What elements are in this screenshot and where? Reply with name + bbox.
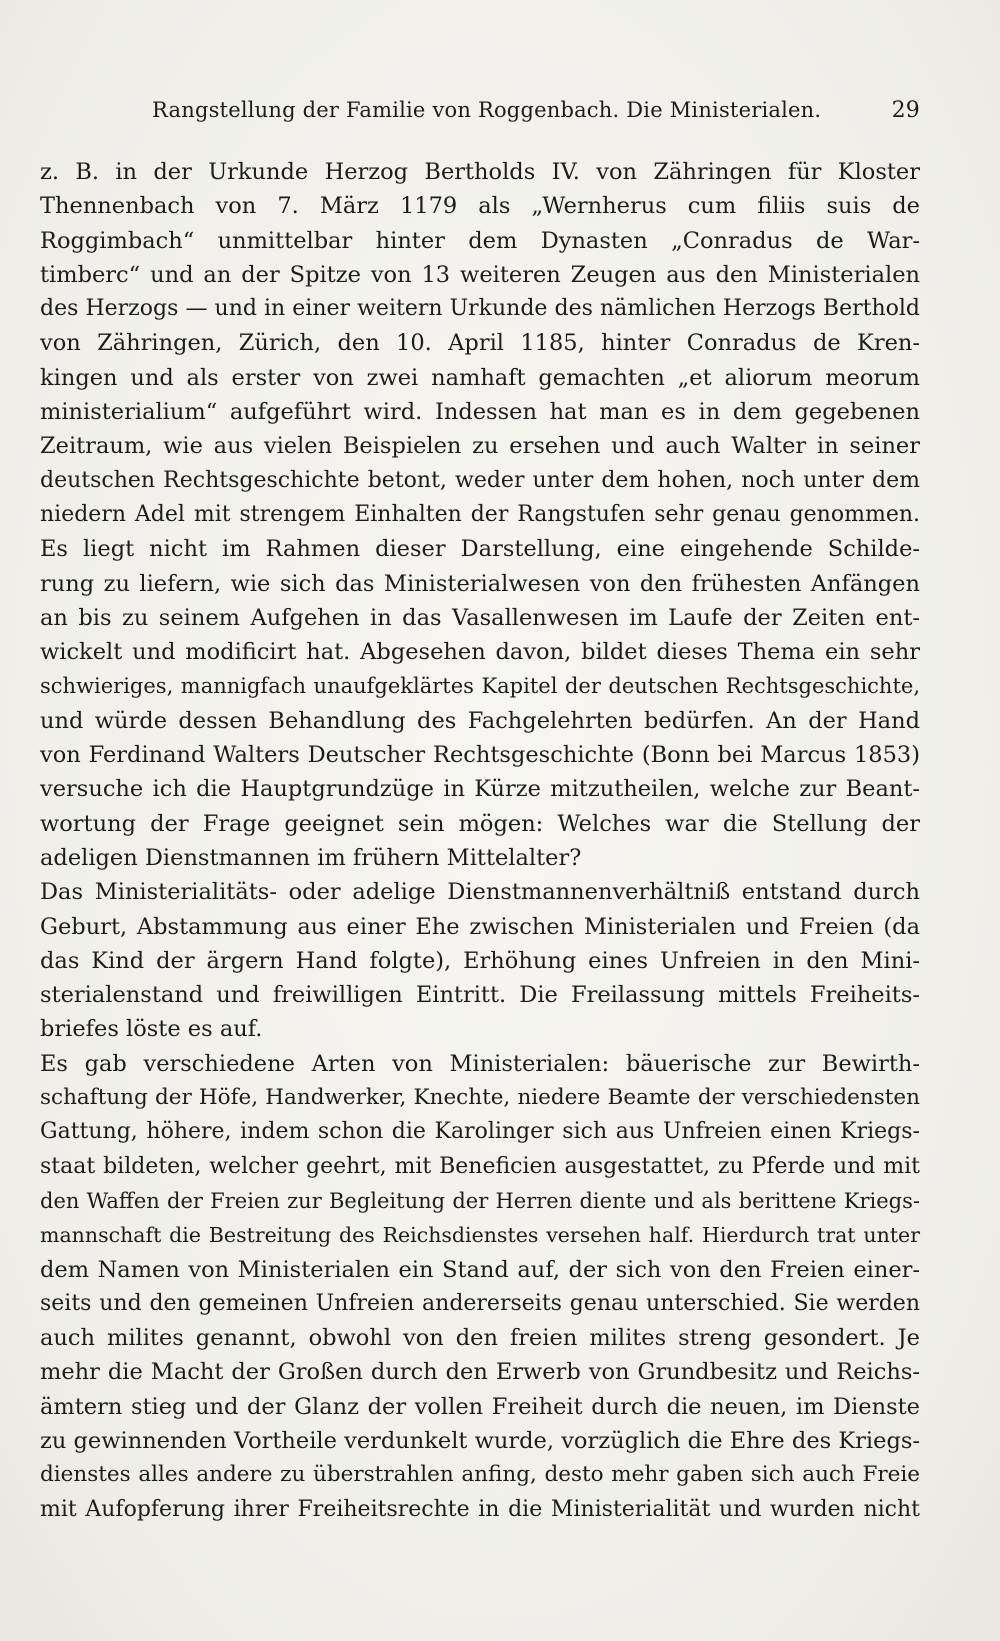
- text-line: seits und den gemeinen Unfreien andererseits genau unterschied. Sie werden: [40, 1290, 920, 1316]
- text-line: ämtern stieg und der Glanz der vollen Freiheit durch die neuen, im Dienste: [40, 1393, 920, 1420]
- text-line: staat bildeten, welcher geehrt, mit Beneficien ausgestattet, zu Pferde und mit: [40, 1153, 920, 1179]
- text-line: ministerialium“ aufgeführt wird. Indessen hat man es in dem gegebenen: [40, 399, 920, 426]
- text-line: versuche ich die Hauptgrundzüge in Kürze mitzutheilen, welche zur Beant-: [40, 776, 920, 803]
- text-line: schwieriges, mannigfach unaufgeklärtes Kapitel der deutschen Rechtsgeschichte,: [40, 674, 920, 699]
- text-line: des Herzogs — und in einer weitern Urkunde des nämlichen Herzogs Berthold: [40, 296, 920, 322]
- text-line: rung zu liefern, wie sich das Ministerialwesen von den frühesten Anfängen: [40, 570, 920, 597]
- text-line: timberc“ und an der Spitze von 13 weiteren Zeugen aus den Ministerialen: [40, 261, 920, 288]
- text-line: von Zähringen, Zürich, den 10. April 1185, hinter Conradus de Kren-: [40, 330, 920, 357]
- text-line: den Waffen der Freien zur Begleitung der Herren diente und als berittene Kriegs-: [40, 1188, 920, 1213]
- paragraph: [40, 155, 920, 532]
- text-line: Geburt, Abstammung aus einer Ehe zwischen Ministerialen und Freien (da: [40, 913, 920, 940]
- text-line: z. B. in der Urkunde Herzog Bertholds IV. von Zähringen für Kloster: [40, 159, 920, 185]
- text-line: von Ferdinand Walters Deutscher Rechtsgeschichte (Bonn bei Marcus 1853): [40, 742, 920, 769]
- text-line: dienstes alles andere zu überstrahlen anfing, desto mehr gaben sich auch Freie: [40, 1462, 920, 1488]
- text-line: mit Aufopferung ihrer Freiheitsrechte in die Ministerialität und wurden nicht: [40, 1496, 920, 1522]
- text-line: Thennenbach von 7. März 1179 als „Wernherus cum filiis suis de: [40, 193, 920, 220]
- text-line: an bis zu seinem Aufgehen in das Vasallenwesen im Laufe der Zeiten ent-: [40, 604, 920, 631]
- text-line: Es liegt nicht im Rahmen dieser Darstellung, eine eingehende Schilde-: [40, 536, 920, 563]
- page-body: [40, 155, 920, 1527]
- text-line: sterialenstand und freiwilligen Eintritt. Die Freilassung mittels Freiheits-: [40, 982, 920, 1009]
- text-line: schaftung der Höfe, Handwerker, Knechte, niedere Beamte der verschiedensten: [40, 1085, 920, 1111]
- text-line: und würde dessen Behandlung des Fachgelehrten bedürfen. An der Hand: [40, 707, 920, 734]
- text-line: adeligen Dienstmannen im frühern Mittelalter?: [40, 844, 582, 871]
- text-line: kingen und als erster von zwei namhaft gemachten „et aliorum meorum: [40, 364, 920, 391]
- running-title: Rangstellung der Familie von Roggenbach. Die Ministerialen.: [152, 98, 822, 122]
- text-line: zu gewinnenden Vortheile verdunkelt wurde, vorzüglich die Ehre des Kriegs-: [40, 1427, 920, 1454]
- text-line: Zeitraum, wie aus vielen Beispielen zu ersehen und auch Walter in seiner: [40, 433, 920, 460]
- text-line: Gattung, höhere, indem schon die Karolinger sich aus Unfreien einen Kriegs-: [40, 1119, 920, 1145]
- text-line: deutschen Rechtsgeschichte betont, weder unter dem hohen, noch unter dem: [40, 467, 920, 493]
- text-line: mannschaft die Bestreitung des Reichsdienstes versehen half. Hierdurch trat unter: [40, 1223, 920, 1248]
- text-line: Das Ministerialitäts- oder adelige Dienstmannenverhältniß entstand durch: [40, 879, 920, 906]
- text-line: Es gab verschiedene Arten von Ministerialen: bäuerische zur Bewirth-: [40, 1050, 920, 1077]
- text-line: Roggimbach“ unmittelbar hinter dem Dynasten „Conradus de War-: [40, 227, 920, 254]
- text-line: briefes löste es auf.: [40, 1016, 263, 1043]
- text-line: dem Namen von Ministerialen ein Stand auf, der sich von den Freien einer-: [40, 1256, 920, 1283]
- text-line: niedern Adel mit strengem Einhalten der Rangstufen sehr genau genommen.: [40, 501, 920, 527]
- paragraph: [40, 532, 920, 875]
- page-number: 29: [891, 98, 920, 123]
- text-line: mehr die Macht der Großen durch den Erwerb von Grundbesitz und Reichs-: [40, 1359, 920, 1386]
- text-line: wickelt und modificirt hat. Abgesehen davon, bildet dieses Thema ein sehr: [40, 639, 920, 666]
- page-header: [40, 98, 920, 134]
- text-line: das Kind der ärgern Hand folgte), Erhöhung eines Unfreien in den Mini-: [40, 947, 920, 974]
- paragraph: [40, 875, 920, 1046]
- text-line: wortung der Frage geeignet sein mögen: Welches war die Stellung der: [40, 810, 920, 837]
- paragraph: [40, 1047, 920, 1527]
- text-line: auch milites genannt, obwohl von den freien milites streng gesondert. Je: [40, 1325, 920, 1352]
